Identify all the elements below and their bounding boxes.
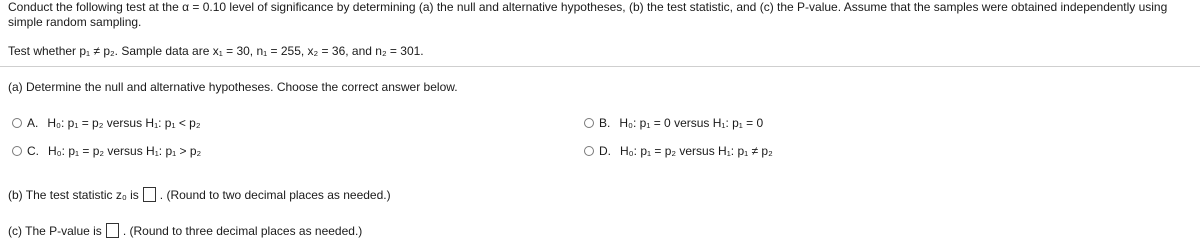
divider <box>0 66 1200 67</box>
radio-icon[interactable] <box>12 146 22 156</box>
option-text: H₀: p₁ = p₂ versus H₁: p₁ ≠ p₂ <box>620 144 773 158</box>
part-a-prompt: (a) Determine the null and alternative hypotheses. Choose the correct answer below. <box>8 80 458 94</box>
option-letter: D. <box>599 144 611 158</box>
part-b-hint: . (Round to two decimal places as needed.) <box>159 187 391 202</box>
radio-icon[interactable] <box>584 146 594 156</box>
part-c-row <box>8 223 362 238</box>
option-letter: A. <box>27 116 39 130</box>
test-description: Test whether p₁ ≠ p₂. Sample data are x₁ = 30, n₁ = 255, x₂ = 36, and n₂ = 301. <box>8 44 424 58</box>
option-text: H₀: p₁ = p₂ versus H₁: p₁ < p₂ <box>47 116 201 130</box>
radio-icon[interactable] <box>12 118 22 128</box>
option-letter: B. <box>599 116 611 130</box>
part-b-row <box>8 187 391 202</box>
part-c-hint: . (Round to three decimal places as needed.) <box>122 223 363 238</box>
problem-statement: Conduct the following test at the α = 0.10 level of significance by determining (a) the null and alternative hypotheses, (b) the test statistic, and (c) the P-value. Assume that the samples were obtained independently using simple random sampling. <box>8 0 1168 29</box>
option-d[interactable] <box>584 144 773 158</box>
option-c[interactable] <box>12 144 201 158</box>
option-a[interactable] <box>12 116 201 130</box>
test-statistic-input[interactable] <box>143 187 156 202</box>
option-text: H₀: p₁ = p₂ versus H₁: p₁ > p₂ <box>48 144 202 158</box>
p-value-input[interactable] <box>106 223 119 238</box>
option-text: H₀: p₁ = 0 versus H₁: p₁ = 0 <box>619 116 764 130</box>
option-b[interactable] <box>584 116 763 130</box>
part-b-label: (b) The test statistic z₀ is <box>8 187 139 202</box>
radio-icon[interactable] <box>584 118 594 128</box>
option-letter: C. <box>27 144 39 158</box>
part-c-label: (c) The P-value is <box>8 223 102 238</box>
